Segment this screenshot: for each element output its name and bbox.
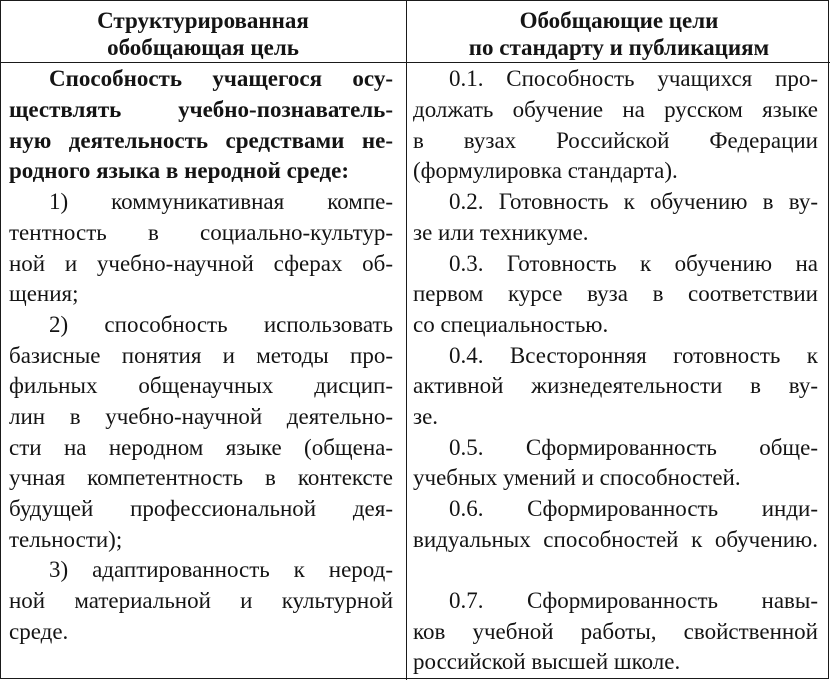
- right-text-line: в вузах Российской Федерации: [413, 128, 818, 153]
- header-right-line-2: по стандарту и публикациям: [468, 35, 770, 60]
- column-divider: [406, 1, 407, 680]
- right-text-line: 0.5. Сформированность обще-: [449, 435, 818, 460]
- right-text-line: зе.: [413, 404, 439, 429]
- left-text-line: Способность учащегося осу-: [49, 66, 393, 91]
- left-text-line: 1) коммуникативная компе-: [49, 189, 393, 214]
- left-text-line: базисные понятия и методы про-: [9, 343, 393, 368]
- right-text-line: видуальных способностей к обучению.: [413, 527, 818, 552]
- left-text-line: учная компетентность в контексте: [9, 465, 393, 490]
- left-text-line: будущей профессиональной дея-: [9, 496, 393, 521]
- right-text-line: ков учебной работы, свойственной: [413, 619, 818, 644]
- right-text-line: активной жизнедеятельности в ву-: [413, 373, 818, 398]
- right-text-line: российской высшей школе.: [413, 649, 681, 674]
- left-text-line: 3) адаптированность к нерод-: [49, 557, 393, 582]
- header-left: [3, 7, 403, 61]
- right-text-line: 0.7. Сформированность навы-: [449, 588, 818, 613]
- right-text-line: 0.2. Готовность к обучению в ву-: [449, 189, 818, 214]
- left-text-line: лин в учебно-научной деятельно-: [9, 404, 393, 429]
- right-text-line: зе или техникуме.: [413, 220, 589, 245]
- header-left-line-1: Структурированная: [97, 8, 309, 33]
- left-text-line: ную деятельность средствами не-: [9, 128, 393, 153]
- right-text-line: со специальностью.: [413, 312, 609, 337]
- left-text-line: ной материальной и культурной: [9, 588, 393, 613]
- header-left-line-2: обобщающая цель: [107, 35, 299, 60]
- left-text-line: родного языка в неродной среде:: [9, 158, 349, 183]
- right-text-line: первом курсе вуза в соответствии: [413, 281, 818, 306]
- left-text-line: тентность в социально-культур-: [9, 220, 393, 245]
- left-text-line: 2) способность использовать: [49, 312, 393, 337]
- left-text-line: тельности);: [9, 527, 123, 552]
- left-text-line: фильных общенаучных дисцип-: [9, 373, 393, 398]
- left-text-line: ной и учебно-научной сферах об-: [9, 251, 393, 276]
- right-text-line: должать обучение на русском языке: [413, 97, 818, 122]
- left-text-line: ществлять учебно-познаватель-: [9, 97, 393, 122]
- right-text-line: 0.6. Сформированность инди-: [449, 496, 818, 521]
- left-text-line: среде.: [9, 619, 69, 644]
- right-text-line: 0.3. Готовность к обучению на: [449, 251, 818, 276]
- left-text-line: сти на неродном языке (общена-: [9, 435, 393, 460]
- right-text-line: учебных умений и способностей.: [413, 465, 741, 490]
- right-text-line: 0.1. Способность учащихся про-: [449, 66, 818, 91]
- header-right: [409, 7, 829, 61]
- header-divider: [1, 62, 830, 63]
- right-text-line: 0.4. Всесторонняя готовность к: [449, 343, 818, 368]
- left-text-line: щения;: [9, 281, 79, 306]
- header-right-line-1: Обобщающие цели: [519, 8, 719, 33]
- right-text-line: (формулировка стандарта).: [413, 158, 678, 183]
